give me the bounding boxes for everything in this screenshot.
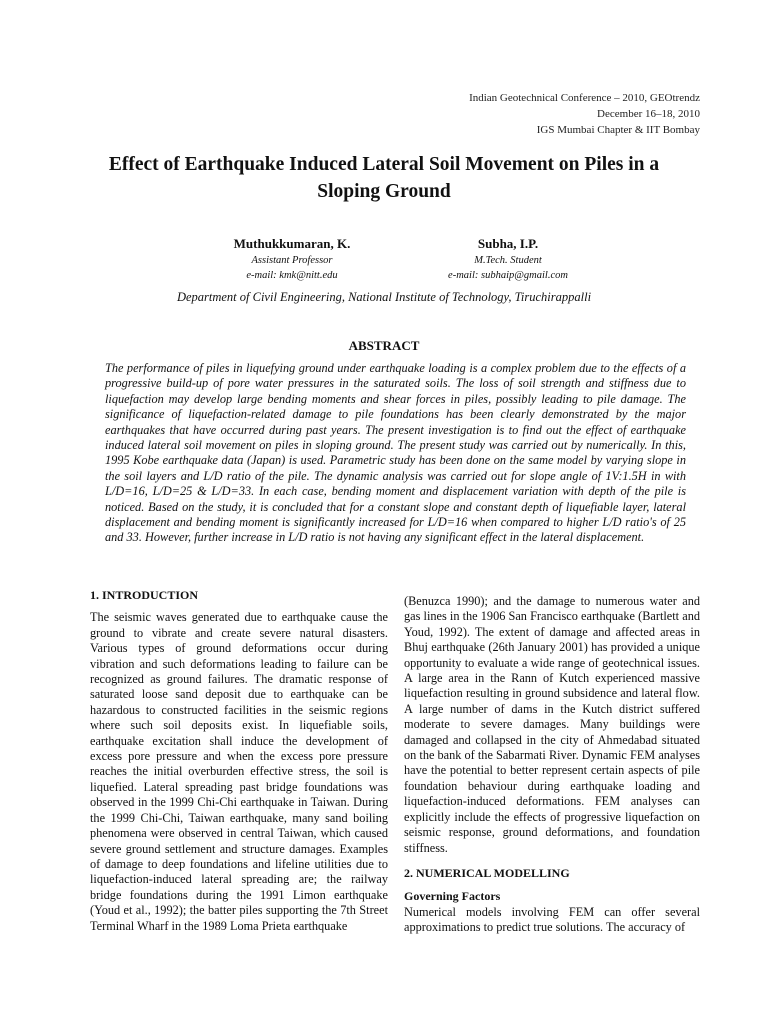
conference-header	[469, 90, 700, 138]
abstract-text: The performance of piles in liquefying ground under earthquake loading is a complex problem due to the effects of a progressive build-up of pore water pressures in the saturated soils. The loss of soil strength and stiffness due to liquefaction may develop large bending moments and shear forces in piles, possibly leading to pile damage. The significance of liquefaction-related damage to pile foundations has been clearly demonstrated by the major earthquakes that have occurred during past years. The present investigation is to find out the effect of earthquake induced lateral soil movement on piles in sloping ground. The present study was carried out by numerically. In this, 1995 Kobe earthquake data (Japan) is used. Parametric study has been done on the same model by varying slope in the soil layers and L/D ratio of the pile. The dynamic analysis was carried out for slope angle of 1V:1.5H in with L/D=16, L/D=25 & L/D=33. In each case, bending moment and displacement variation with depth of the pile is noticed. Based on the study, it is concluded that for a constant slope and constant depth of liquefiable layer, lateral displacement and bending moment is significantly increased for L/D=16 when compared to higher L/D ratio's of 25 and 33. However, further increase in L/D ratio is not having any significant effect in the lateral displacement.	[105, 361, 686, 545]
author-role: M.Tech. Student	[474, 255, 542, 266]
author-name: Subha, I.P.	[477, 236, 539, 251]
author-block-2	[388, 235, 628, 283]
affiliation: Department of Civil Engineering, National Institute of Technology, Tiruchirappalli	[176, 290, 592, 304]
paper-title: Effect of Earthquake Induced Lateral Soil Movement on Piles in a Sloping Ground	[108, 154, 660, 202]
author-role: Assistant Professor	[251, 255, 333, 266]
conference-organizer: IGS Mumbai Chapter & IIT Bombay	[536, 124, 700, 136]
left-column	[90, 588, 388, 934]
introduction-paragraph-continued: (Benuzca 1990); and the damage to numerous water and gas lines in the 1906 San Francisco earthquake (Bartlett and Youd, 1992). The extent of damage and affected areas in Bhuj earthquake (26th January 2001) has provided a unique opportunity to evaluate a wide range of geotechnical issues. A large area in the Rann of Kutch experienced massive liquefaction resulting in ground subsidence and lateral flow. A large number of dams in the Kutch district suffered moderate to severe damages. Many buildings were damaged and collapsed in the city of Ahmedabad situated on the bank of the Sabarmati River. Dynamic FEM analyses have the potential to better represent certain aspects of pile foundation behaviour during earthquake loading and liquefaction-induced deformations. FEM analyses can explicitly include the effects of progressive liquefaction on seismic response, ground deformations, and foundation stiffness.	[404, 594, 700, 855]
governing-factors-heading: Governing Factors	[404, 889, 501, 904]
numerical-modelling-heading: 2. NUMERICAL MODELLING	[404, 865, 570, 880]
author-name: Muthukkumaran, K.	[233, 236, 351, 251]
right-column	[404, 594, 700, 936]
abstract-heading: ABSTRACT	[348, 338, 420, 353]
author-email: e-mail: kmk@nitt.edu	[246, 270, 338, 281]
author-block-1	[172, 235, 412, 283]
numerical-modelling-paragraph: Numerical models involving FEM can offer several approximations to predict true solutions. The accuracy of	[404, 904, 700, 935]
conference-dates: December 16–18, 2010	[597, 108, 700, 120]
introduction-heading: 1. INTRODUCTION	[90, 588, 199, 602]
conference-name: Indian Geotechnical Conference – 2010, GEOtrendz	[469, 92, 700, 104]
introduction-paragraph: The seismic waves generated due to earthquake cause the ground to vibrate and create severe natural disasters. Various types of ground deformations occur during vibration and such deformations leading to failure can be recognized as ground failures. The dramatic response of saturated loose sand deposit due to earthquake can be hazardous to constructed facilities in the seismic regions where such soil deposits exist. In liquefiable soils, earthquake excitation shall induce the development of excess pore pressure and when the excess pore pressure reaches the initial overburden effective stress, the soil is liquefied. Lateral spreading past bridge foundations was observed in the 1999 Chi-Chi earthquake in Taiwan. During the 1999 Chi-Chi, Taiwan earthquake, many sand boiling phenomena were observed in central Taiwan, which caused severe ground settlement and structure damages. Examples of damage to deep foundations and lifeline utilities due to liquefaction-induced lateral spreading are; the railway bridge foundations during the 1991 Limon earthquake (Youd et al., 1992); the batter piles supporting the 7th Street Terminal Wharf in the 1989 Loma Prieta earthquake	[90, 610, 388, 933]
author-email: e-mail: subhaip@gmail.com	[448, 270, 568, 281]
